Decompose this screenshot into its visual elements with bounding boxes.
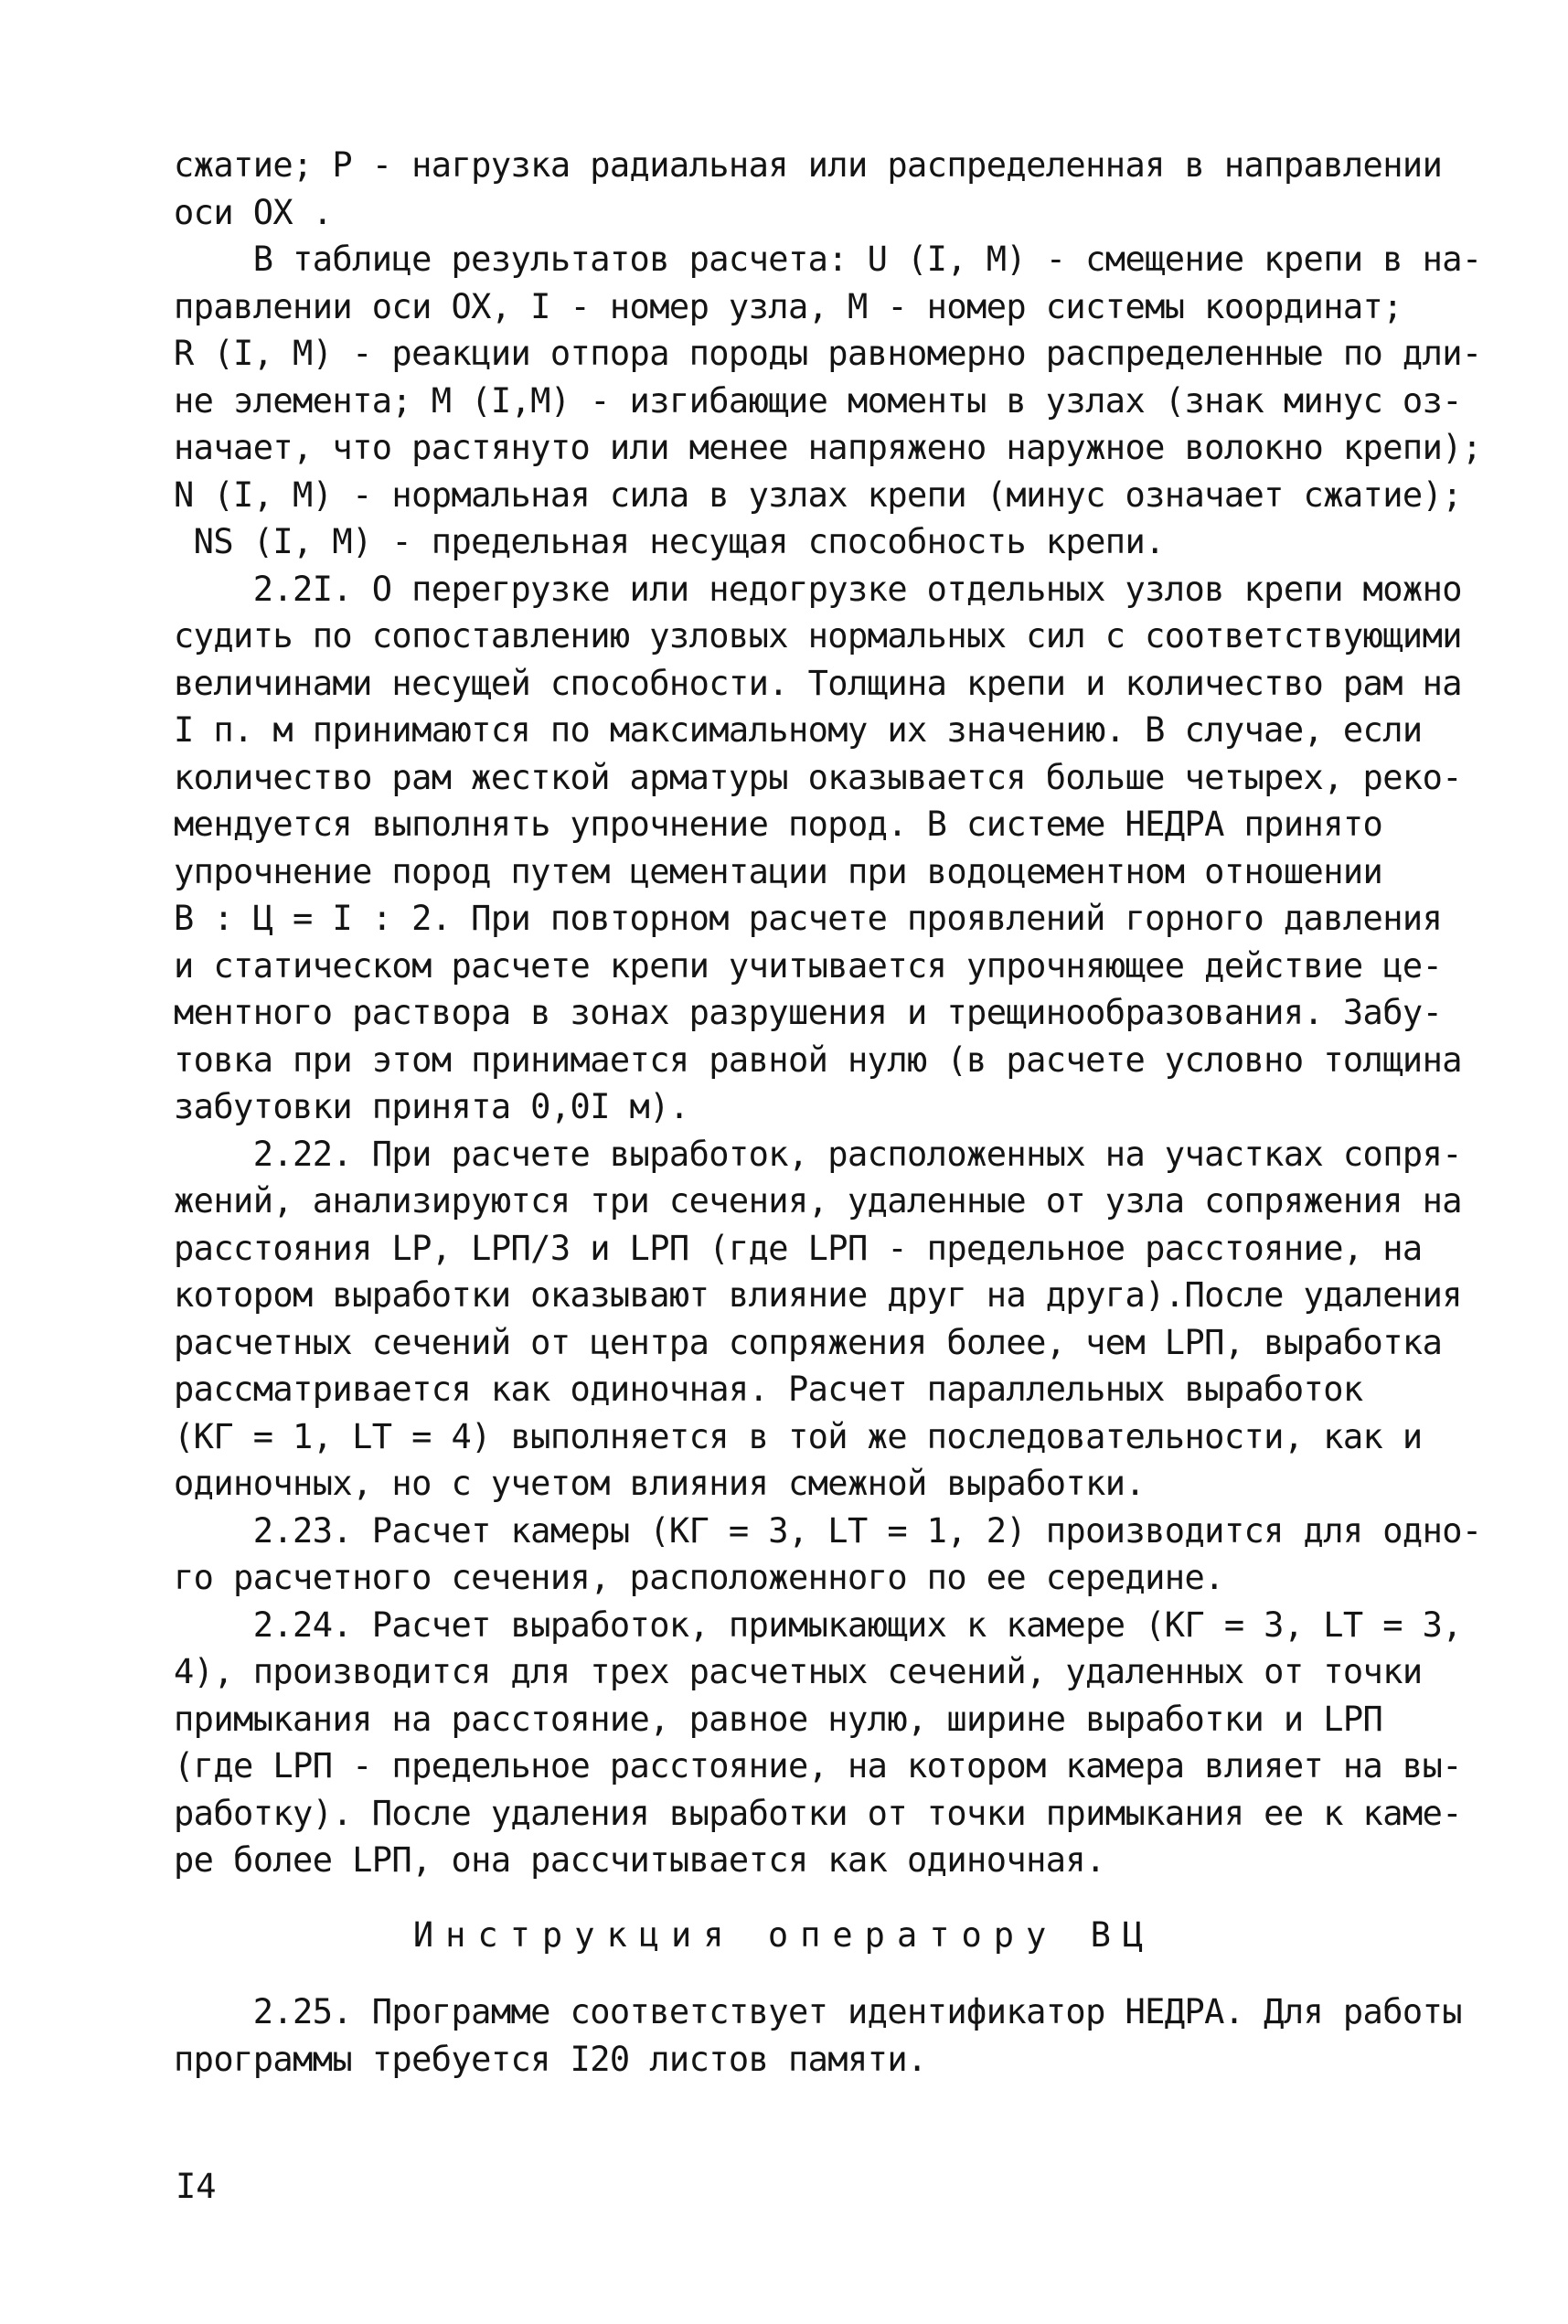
body-text xyxy=(174,142,1482,1884)
text-line: го расчетного сечения, расположенного по ее середине. xyxy=(174,1558,1224,1597)
text-line: 2.24. Расчет выработок, примыкающих к камере (КГ = 3, LT = 3, xyxy=(174,1604,1462,1645)
paragraph xyxy=(174,566,1462,1131)
paragraph xyxy=(174,1602,1462,1884)
text-line: 2.22. При расчете выработок, расположенных на участках сопря- xyxy=(174,1134,1462,1174)
text-line: одиночных, но с учетом влияния смежной выработки. xyxy=(174,1464,1146,1503)
text-line: оси ОХ . xyxy=(174,192,333,232)
text-line: NS (I, M) - предельная несущая способность крепи. xyxy=(174,522,1165,561)
text-line: мендуется выполнять упрочнение пород. В системе НЕДРА принято xyxy=(174,805,1383,844)
text-line: котором выработки оказывают влияние друг на друга).После удаления xyxy=(174,1275,1462,1315)
text-line: 4), производится для трех расчетных сечений, удаленных от точки xyxy=(174,1652,1423,1691)
text-line: жений, анализируются три сечения, удаленные от узла сопряжения на xyxy=(174,1181,1462,1221)
text-line: судить по сопоставлению узловых нормальных сил с соответствующими xyxy=(174,616,1462,656)
paragraph xyxy=(174,1131,1462,1508)
text-line: R (I, M) - реакции отпора породы равномерно распределенные по дли- xyxy=(174,334,1482,373)
paragraph xyxy=(174,1508,1482,1602)
text-line: правлении оси ОХ, I - номер узла, М - номер системы координат; xyxy=(174,286,1403,326)
text-line: примыкания на расстояние, равное нулю, ширине выработки и LРП xyxy=(174,1699,1383,1739)
text-line: (КГ = 1, LT = 4) выполняется в той же последовательности, как и xyxy=(174,1416,1423,1456)
text-line: I п. м принимаются по максимальному их значению. В случае, если xyxy=(174,710,1423,750)
text-line: расчетных сечений от центра сопряжения более, чем LРП, выработка xyxy=(174,1322,1443,1362)
text-line: расстояния LP, LРП/3 и LРП (где LРП - предельное расстояние, на xyxy=(174,1228,1423,1268)
text-line: количество рам жесткой арматуры оказывается больше четырех, реко- xyxy=(174,757,1462,797)
text-line: В : Ц = I : 2. При повторном расчете проявлений горного давления xyxy=(174,899,1443,938)
text-line: величинами несущей способности. Толщина крепи и количество рам на xyxy=(174,663,1462,703)
text-line: и статическом расчете крепи учитывается упрочняющее действие це- xyxy=(174,945,1443,986)
page-number: I4 xyxy=(176,2167,217,2206)
text-line: рассматривается как одиночная. Расчет параллельных выработок xyxy=(174,1370,1363,1409)
text-line: ре более LРП, она рассчитывается как одиночная. xyxy=(174,1840,1105,1880)
text-line: В таблице результатов расчета: U (I, M) - смещение крепи в на- xyxy=(174,240,1482,279)
closing-paragraph xyxy=(174,1988,1462,2083)
text-line: сжатие; Р - нагрузка радиальная или распределенная в направлении xyxy=(174,145,1443,185)
paragraph xyxy=(174,142,1443,236)
text-line: 2.2I. О перегрузке или недогрузке отдельных узлов крепи можно xyxy=(174,569,1462,609)
text-line: работку). После удаления выработки от точки примыкания ее к каме- xyxy=(174,1793,1462,1833)
text-line: забутовки принята 0,0I м). xyxy=(174,1087,689,1126)
text-line: программы требуется I20 листов памяти. xyxy=(174,2039,927,2079)
text-line: ментного раствора в зонах разрушения и трещинообразования. Забу- xyxy=(174,993,1443,1032)
text-line: 2.25. Программе соответствует идентификатор НЕДРА. Для работы xyxy=(174,1992,1462,2031)
section-heading: Инструкция оператору ВЦ xyxy=(412,1915,1156,1955)
text-line: товка при этом принимается равной нулю (в расчете условно толщина xyxy=(174,1039,1462,1080)
text-line: N (I, M) - нормальная сила в узлах крепи (минус означает сжатие); xyxy=(174,474,1462,515)
text-line: упрочнение пород путем цементации при водоцементном отношении xyxy=(174,851,1383,891)
text-line: начает, что растянуто или менее напряжено наружное волокно крепи); xyxy=(174,428,1482,467)
text-line: не элемента; М (I,М) - изгибающие моменты в узлах (знак минус оз- xyxy=(174,380,1462,421)
paragraph xyxy=(174,236,1482,566)
text-line: 2.23. Расчет камеры (КГ = 3, LT = 1, 2) производится для одно- xyxy=(174,1510,1482,1551)
text-line: (где LРП - предельное расстояние, на котором камера влияет на вы- xyxy=(174,1746,1462,1786)
